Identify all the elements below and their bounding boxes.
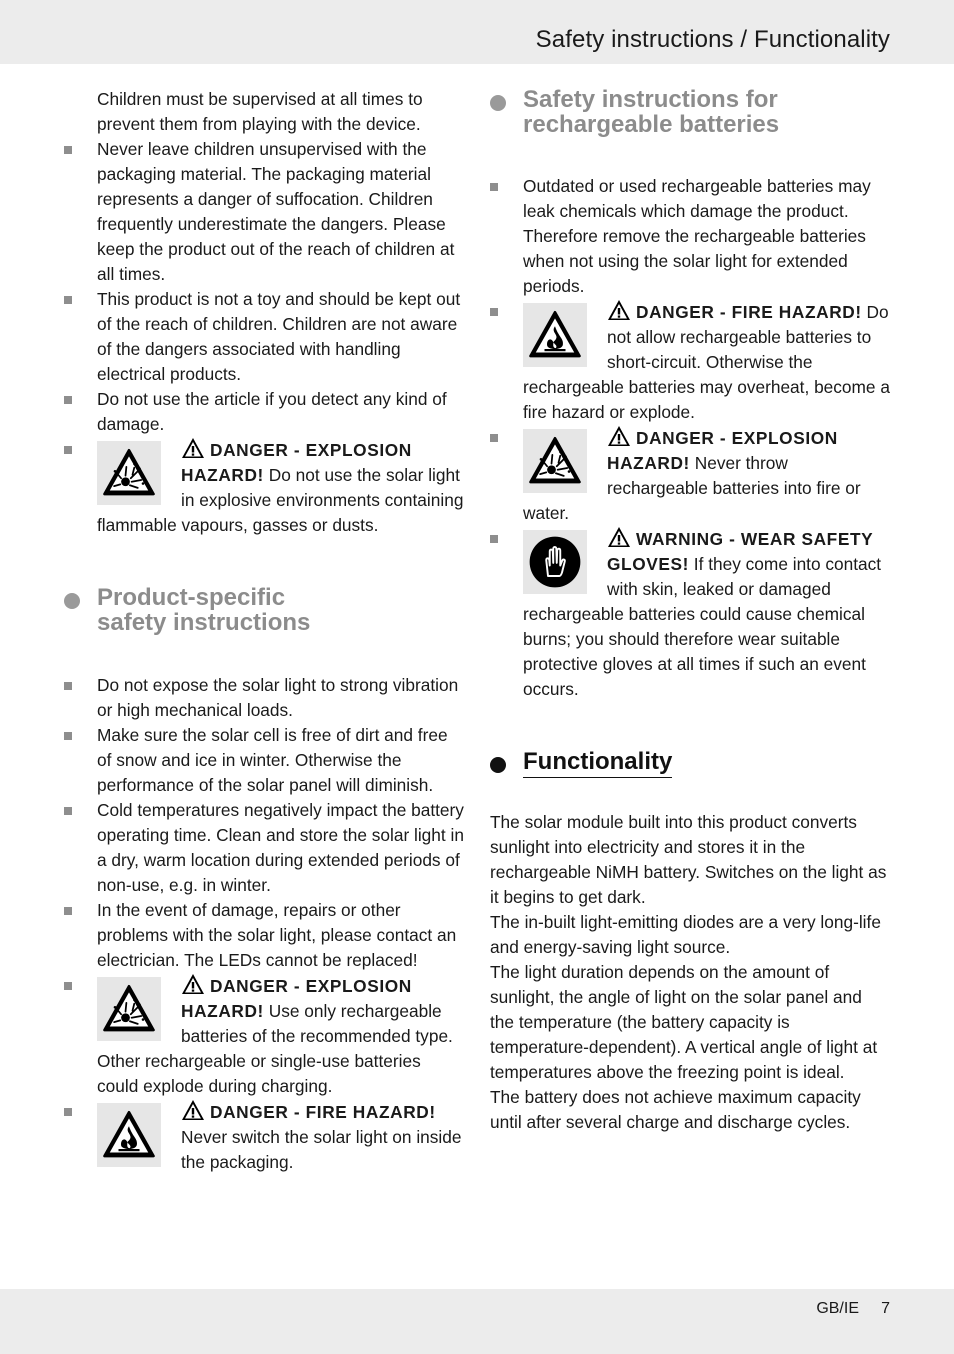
bullet-square	[490, 535, 498, 543]
intro-continuation: Children must be supervised at all times to prevent them from playing with the device.	[97, 89, 423, 134]
fire-hazard-icon	[97, 1103, 161, 1167]
bullet-square	[64, 446, 72, 454]
bullet-square	[64, 1108, 72, 1116]
right-column	[490, 87, 890, 1135]
warning-text: Do not use the solar light in explosive environments containing flammable vapours, gasses or dusts.	[97, 465, 464, 535]
section-heading: Safety instructions for rechargeable batteries	[523, 86, 780, 138]
bullet-square	[64, 396, 72, 404]
section-heading: Product-specific safety instructions	[97, 584, 311, 636]
list-item: This product is not a toy and should be kept out of the reach of children. Children are not aware of the dangers associated with handling electrical products.	[64, 287, 464, 387]
list-item: Never leave children unsupervised with the packaging material. The packaging material represents a danger of suffocation. Children frequently underestimate the dangers. Please keep the product out of the reach of children at all times.	[64, 137, 464, 287]
warning-packaging-fire	[64, 1099, 464, 1199]
section-bullet-dot	[490, 95, 506, 111]
warning-triangle-icon	[607, 425, 631, 447]
section-bullet-dot	[64, 593, 80, 609]
warning-explosive-environment	[64, 437, 464, 538]
body-paragraph: The solar module built into this product converts sunlight into electricity and stores it in the rechargeable NiMH battery. Switches on the light as it begins to get dark.	[490, 812, 887, 907]
list-item: Outdated or used rechargeable batteries may leak chemicals which damage the product. Therefore remove the rechargeable batteries when not using the solar light for extended periods.	[490, 174, 890, 299]
bullet-square	[64, 146, 72, 154]
bullet-square	[490, 183, 498, 191]
danger-label: DANGER - FIRE HAZARD!	[210, 1102, 436, 1122]
warning-text: If they come into contact with skin, leaked or damaged rechargeable batteries could cause chemical burns; you should therefore wear suitable protective gloves at all times if such an event occurs.	[523, 554, 882, 699]
danger-label: WARNING - WEAR SAFETY GLOVES!	[607, 529, 873, 574]
fire-hazard-icon	[523, 303, 587, 367]
footer-locale: GB/IE	[816, 1300, 859, 1317]
explosion-hazard-icon	[97, 441, 161, 505]
page-title: Safety instructions / Functionality	[535, 26, 890, 53]
bullet-square	[64, 982, 72, 990]
warning-recommended-battery-type	[64, 973, 464, 1099]
explosion-hazard-icon	[97, 977, 161, 1041]
bullet-square	[490, 308, 498, 316]
bullet-square	[64, 296, 72, 304]
left-column	[64, 87, 464, 1199]
section-rechargeable-batteries	[490, 87, 890, 137]
body-paragraph: The battery does not achieve maximum capacity until after several charge and discharge cycles.	[490, 1087, 861, 1132]
safety-gloves-icon	[523, 530, 587, 594]
bullet-square	[64, 907, 72, 915]
warning-throw-into-fire	[490, 425, 890, 526]
danger-label: DANGER - FIRE HAZARD!	[636, 302, 862, 322]
warning-text: Use only rechargeable batteries of the recommended type. Other rechargeable or single-use batteries could explode during charging.	[97, 1001, 453, 1096]
section-heading: Functionality	[523, 749, 672, 778]
bullet-square	[64, 807, 72, 815]
warning-triangle-icon	[607, 526, 631, 548]
warning-triangle-icon	[181, 437, 205, 459]
body-paragraph: The in-built light-emitting diodes are a very long-life and energy-saving light source.	[490, 912, 881, 957]
body-paragraph: The light duration depends on the amount of sunlight, the angle of light on the solar panel and the temperature (the battery capacity is temperature-dependent). A vertical angle of light at temperatures above the freezing point is ideal.	[490, 962, 878, 1082]
warning-triangle-icon	[607, 299, 631, 321]
page-number: 7	[881, 1300, 890, 1317]
footer-band	[0, 1289, 954, 1354]
bullet-square	[64, 732, 72, 740]
warning-triangle-icon	[181, 1099, 205, 1121]
list-item: In the event of damage, repairs or other problems with the solar light, please contact an electrician. The LEDs cannot be replaced!	[64, 898, 464, 973]
danger-label: DANGER - EXPLOSION HAZARD!	[181, 440, 412, 485]
bullet-square	[64, 682, 72, 690]
explosion-hazard-icon	[523, 429, 587, 493]
section-functionality	[490, 749, 890, 778]
warning-text: Never throw rechargeable batteries into fire or water.	[523, 453, 861, 523]
warning-text: Do not allow rechargeable batteries to short-circuit. Otherwise the rechargeable batteries may overheat, become a fire hazard or explode.	[523, 302, 890, 422]
list-item: Do not use the article if you detect any kind of damage.	[64, 387, 464, 437]
bullet-square	[490, 434, 498, 442]
warning-short-circuit	[490, 299, 890, 425]
warning-triangle-icon	[181, 973, 205, 995]
list-item: Do not expose the solar light to strong vibration or high mechanical loads.	[64, 673, 464, 723]
danger-label: DANGER - EXPLOSION HAZARD!	[607, 428, 838, 473]
danger-label: DANGER - EXPLOSION HAZARD!	[181, 976, 412, 1021]
section-product-specific	[64, 585, 464, 635]
warning-wear-safety-gloves	[490, 526, 890, 702]
list-item: Cold temperatures negatively impact the battery operating time. Clean and store the solar light in a dry, warm location during extended periods of non-use, e.g. in winter.	[64, 798, 464, 898]
list-item: Make sure the solar cell is free of dirt and free of snow and ice in winter. Otherwise the performance of the solar panel will diminish.	[64, 723, 464, 798]
section-bullet-dot	[490, 757, 506, 773]
warning-text: Never switch the solar light on inside the packaging.	[181, 1127, 462, 1172]
